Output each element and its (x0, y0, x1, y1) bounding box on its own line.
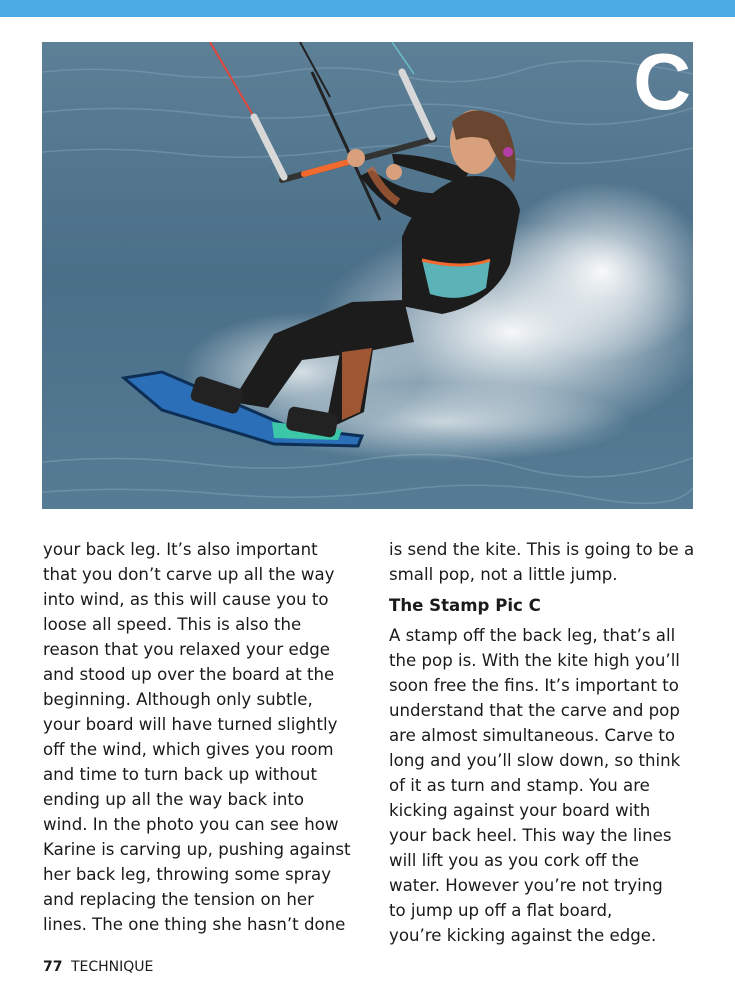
body-line: understand that the carve and pop (389, 701, 680, 720)
kitesurfing-photo (42, 42, 693, 509)
body-line: that you don’t carve up all the way (43, 565, 335, 584)
article-column-left (43, 537, 363, 937)
body-line: and stood up over the board at the (43, 665, 335, 684)
body-line: wind. In the photo you can see how (43, 815, 339, 834)
body-line: is send the kite. This is going to be a (389, 540, 695, 559)
page-number: 77 (43, 959, 63, 975)
body-line: lines. The one thing she hasn’t done (43, 915, 346, 934)
body-line: your board will have turned slightly (43, 715, 338, 734)
body-line: into wind, as this will cause you to (43, 590, 329, 609)
body-line: are almost simultaneous. Carve to (389, 726, 675, 745)
body-line: loose all speed. This is also the (43, 615, 302, 634)
body-line: soon free the fins. It’s important to (389, 676, 679, 695)
body-line: ending up all the way back into (43, 790, 305, 809)
body-line: off the wind, which gives you room (43, 740, 334, 759)
body-line: Karine is carving up, pushing against (43, 840, 351, 859)
body-line: reason that you relaxed your edge (43, 640, 331, 659)
body-line: small pop, not a little jump. (389, 565, 618, 584)
body-line: and time to turn back up without (43, 765, 317, 784)
body-line: your back leg. It’s also important (43, 540, 318, 559)
body-line: you’re kicking against the edge. (389, 926, 657, 945)
body-line: the pop is. With the kite high you’ll (389, 651, 680, 670)
body-line: and replacing the tension on her (43, 890, 314, 909)
article-column-right (389, 537, 709, 948)
body-line: her back leg, throwing some spray (43, 865, 332, 884)
kitesurfer-illustration (42, 42, 693, 509)
top-color-bar (0, 0, 735, 17)
page-footer (43, 959, 153, 975)
body-line: will lift you as you cork off the (389, 851, 639, 870)
section-name: TECHNIQUE (70, 959, 154, 975)
body-line: beginning. Although only subtle, (43, 690, 313, 709)
body-line: kicking against your board with (389, 801, 651, 820)
body-line: to jump up off a flat board, (389, 901, 613, 920)
photo-letter-label: C (633, 42, 689, 126)
body-line: your back heel. This way the lines (389, 826, 672, 845)
body-line: long and you’ll slow down, so think (389, 751, 681, 770)
section-subheading: The Stamp Pic C (389, 596, 541, 615)
body-line: A stamp off the back leg, that’s all (389, 626, 676, 645)
body-line: water. However you’re not trying (389, 876, 663, 895)
body-line: of it as turn and stamp. You are (389, 776, 650, 795)
